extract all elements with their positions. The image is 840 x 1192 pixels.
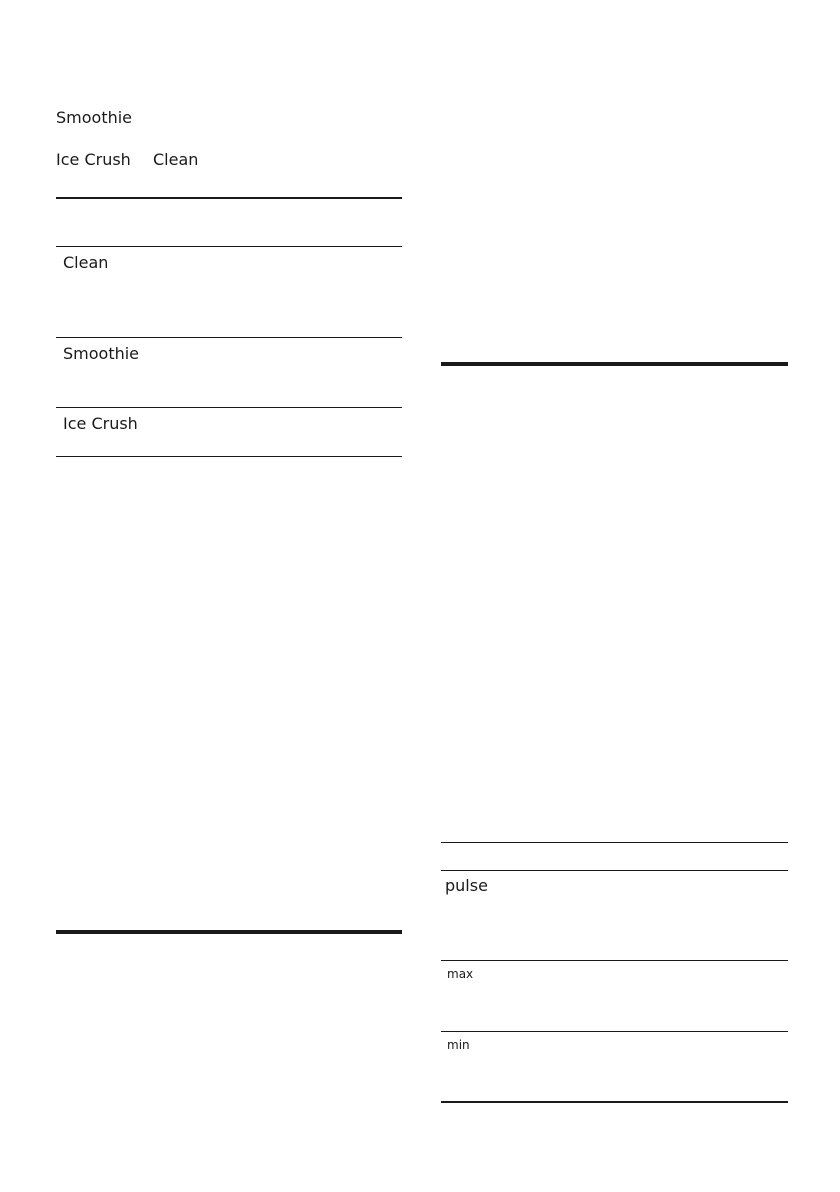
table-cell-setting: max xyxy=(447,967,474,981)
section-heading-bar xyxy=(56,930,402,934)
table-bottom-rule xyxy=(56,456,402,457)
table-header-rule xyxy=(441,870,788,871)
table-row-divider xyxy=(441,960,788,961)
program-clean-label: Clean xyxy=(153,150,199,169)
table-row-divider xyxy=(441,1031,788,1032)
table-row-divider xyxy=(56,407,402,408)
table-top-rule xyxy=(441,842,788,843)
table-header-rule xyxy=(56,246,402,247)
table-cell-setting: pulse xyxy=(445,876,488,895)
table-cell-setting: min xyxy=(447,1038,470,1052)
table-cell-program: Smoothie xyxy=(63,344,140,363)
table-top-rule xyxy=(56,197,402,199)
table-bottom-rule xyxy=(441,1101,788,1103)
table-cell-program: Clean xyxy=(63,253,109,272)
table-row-divider xyxy=(56,337,402,338)
program-ice-crush-label: Ice Crush xyxy=(56,150,131,169)
program-smoothie-label: Smoothie xyxy=(56,108,133,127)
section-heading-bar xyxy=(441,362,788,366)
table-cell-program: Ice Crush xyxy=(63,414,138,433)
